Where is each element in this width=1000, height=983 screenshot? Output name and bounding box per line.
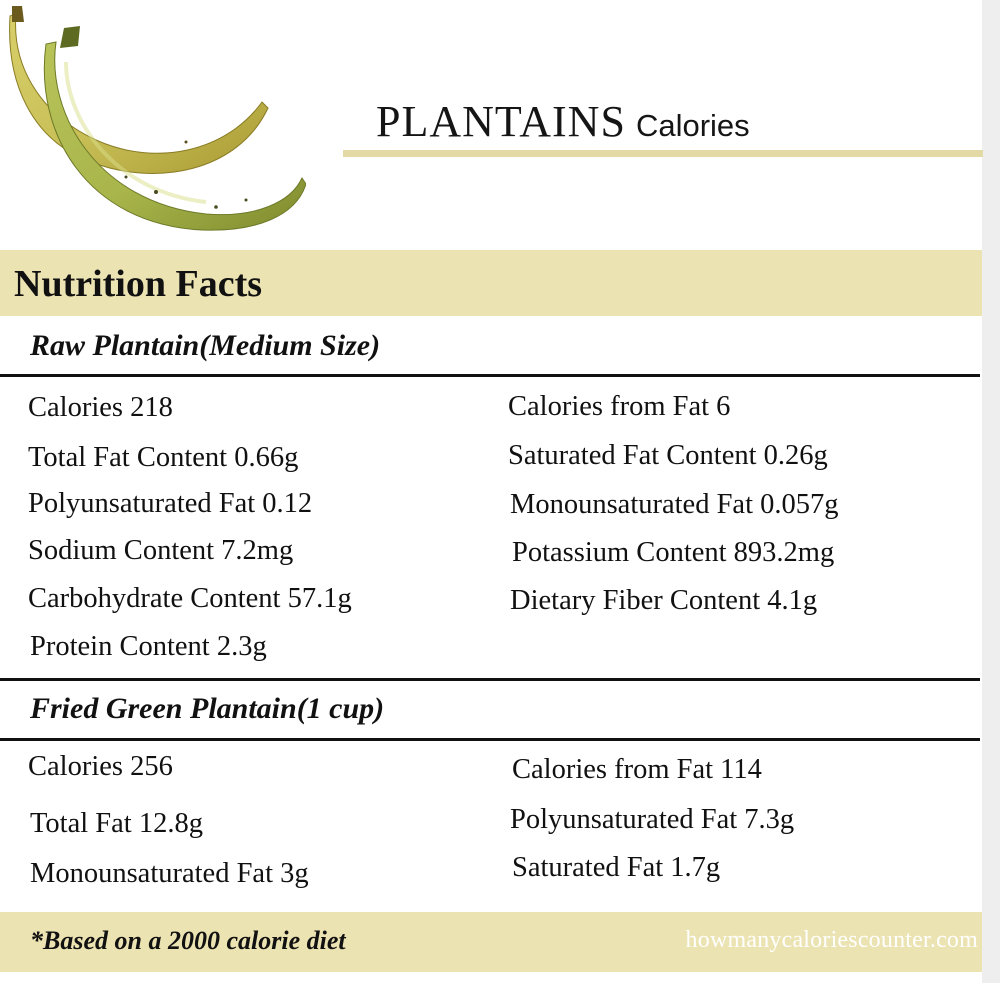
nutrient-item: Monounsaturated Fat 0.057g <box>510 489 839 520</box>
nutrition-facts-heading: Nutrition Facts <box>14 263 263 305</box>
scrollbar[interactable] <box>982 0 1000 983</box>
nutrient-item: Saturated Fat 1.7g <box>512 852 721 883</box>
nutrient-item: Calories 218 <box>28 392 173 423</box>
section-title-raw-plantain: Raw Plantain(Medium Size) <box>30 329 381 362</box>
nutrient-item: Total Fat 12.8g <box>30 808 203 839</box>
title-main: PLANTAINS <box>376 97 626 146</box>
nutrient-item: Total Fat Content 0.66g <box>28 442 299 473</box>
nutrient-item: Carbohydrate Content 57.1g <box>28 583 352 614</box>
nutrient-item: Dietary Fiber Content 4.1g <box>510 585 818 616</box>
nutrient-item: Sodium Content 7.2mg <box>28 535 294 566</box>
footnote: *Based on a 2000 calorie diet <box>30 926 346 955</box>
page-title <box>376 96 750 147</box>
nutrient-item: Saturated Fat Content 0.26g <box>508 440 828 471</box>
watermark: howmanycaloriescounter.com <box>685 927 978 953</box>
nutrient-item: Protein Content 2.3g <box>30 631 267 662</box>
divider <box>0 738 980 741</box>
nutrient-item: Polyunsaturated Fat 0.12 <box>28 488 313 519</box>
nutrient-item: Calories from Fat 114 <box>512 754 762 785</box>
nutrient-item: Potassium Content 893.2mg <box>512 537 835 568</box>
divider <box>0 374 980 377</box>
divider <box>0 678 980 681</box>
plantain-image <box>6 2 306 234</box>
nutrient-item: Monounsaturated Fat 3g <box>30 858 309 889</box>
title-sub: Calories <box>635 108 750 143</box>
title-underline <box>343 150 983 157</box>
nutrient-item: Polyunsaturated Fat 7.3g <box>510 804 795 835</box>
nutrient-item: Calories 256 <box>28 751 173 782</box>
section-title-fried-green-plantain: Fried Green Plantain(1 cup) <box>30 692 385 725</box>
nutrient-item: Calories from Fat 6 <box>508 391 731 422</box>
